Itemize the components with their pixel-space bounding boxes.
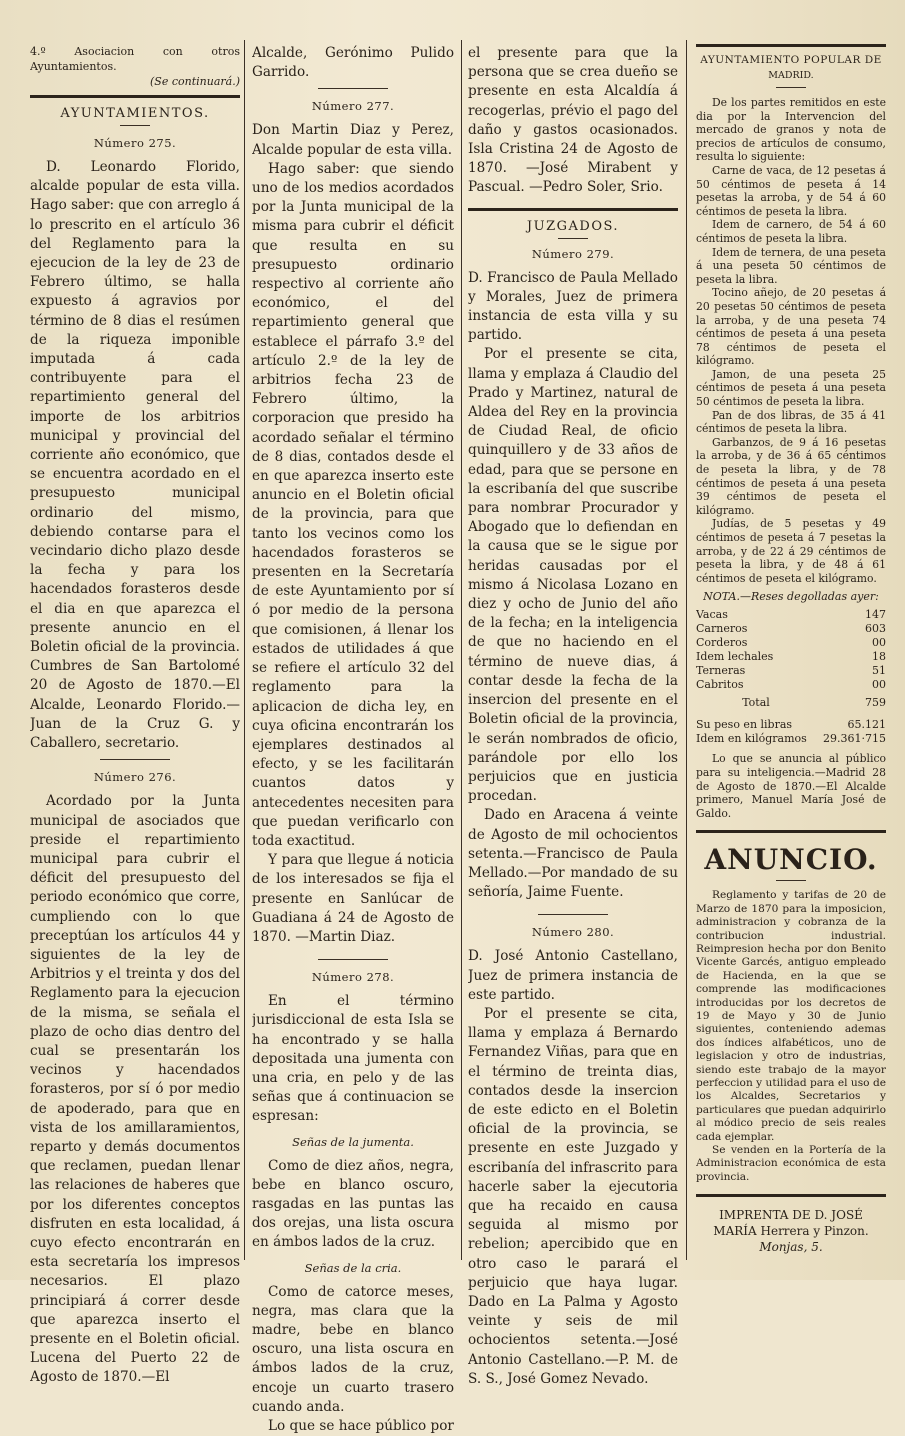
price-item: Tocino añejo, de 20 pesetas á 20 pesetas 50 céntimos de peseta la arroba, y de una peseta 74 céntimos de peseta á una peseta 78 céntimos de peseta el kilógramo. <box>696 286 886 368</box>
column-rule <box>686 40 687 1260</box>
continued-note: (Se continuará.) <box>150 75 240 88</box>
column-2 <box>252 44 454 1436</box>
column-3 <box>468 44 678 1389</box>
divider <box>538 914 608 915</box>
slaughter-counts-table <box>696 608 886 746</box>
divider <box>100 759 170 760</box>
table-row: Su peso en libras 65.121 <box>696 718 886 732</box>
table-row: Terneras 51 <box>696 664 886 678</box>
divider <box>318 88 388 89</box>
notice-275-text: D. Leonardo Florido, alcalde popular de esta villa. Hago saber: que con arreglo á lo prescrito en el artículo 36 del Reglamento para la ejecucion de la ley de 23 de Febrero último, se halla expuesto á agravios por término de 8 dias el resúmen de la riqueza imponible imputada á cada contribuyente para el repartimiento general del importe de los arbitrios municipal y provincial del corriente año económico, que se encuentra acordado en el presupuesto municipal ordinario del mismo, debiendo contarse para el vecindario dicho plazo desde la fecha y para los hacendados forasteros desde el dia en que aparezca el presente anuncio en el Boletin oficial de la provincia. Cumbres de San Bartolomé 20 de Agosto de 1870.—El Alcalde, Leonardo Florido.—Juan de la Cruz G. y Caballero, secretario. <box>30 159 240 752</box>
section-rule <box>696 1194 886 1197</box>
section-rule <box>696 44 886 47</box>
divider <box>558 238 588 239</box>
divider <box>776 880 806 881</box>
notice-278-cria: Como de catorce meses, negra, mas clara que la madre, bebe en blanco oscuro, una lista oscura en ámbos lados de la cruz, encoje un cuarto trasero cuando anda. <box>252 1283 454 1415</box>
madrid-price-report <box>696 96 886 585</box>
printer-address: Monjas, 5. <box>759 1240 823 1255</box>
nota-label: NOTA.—Reses degolladas ayer: <box>703 590 879 604</box>
column-rule <box>244 40 245 1260</box>
column-rule <box>461 40 462 1260</box>
subheading-jumenta: Señas de la jumenta. <box>292 1134 414 1149</box>
table-row: Idem lechales 18 <box>696 650 886 664</box>
table-row: Idem en kilógramos 29.361·715 <box>696 732 886 746</box>
table-row: Vacas 147 <box>696 608 886 622</box>
notice-number-280: Número 280. <box>531 925 615 940</box>
price-item: Jamon, de una peseta 25 céntimos de peseta á una peseta 50 céntimos de peseta la libra. <box>696 367 886 409</box>
notice-number-278: Número 278. <box>311 970 395 985</box>
printer-imprint: IMPRENTA DE D. JOSÉ MARÍA Herrera y Pinzon. <box>713 1208 869 1239</box>
anuncio-text-sales: Se venden en la Portería de la Administracion económica de esta provincia. <box>696 1144 886 1183</box>
table-row: Carneros 603 <box>696 622 886 636</box>
subheading-cria: Señas de la cria. <box>304 1260 402 1275</box>
price-item: Garbanzos, de 9 á 16 pesetas la arroba, y de 36 á 65 céntimos de peseta la libra, y de 78 céntimos de peseta á una peseta 39 céntimos de peseta el kilógramo. <box>696 435 886 517</box>
table-row: Cabritos 00 <box>696 678 886 692</box>
notice-number-279: Número 279. <box>531 246 615 261</box>
section-title-juzgados: JUZGADOS. <box>526 218 620 234</box>
notice-279-heading: D. Francisco de Paula Mellado y Morales, Juez de primera instancia de esta villa y su partido. <box>468 269 678 344</box>
price-item: Judías, de 5 pesetas y 49 céntimos de peseta á 7 pesetas la arroba, y de 22 á 29 céntimos de peseta la libra, y de 48 á 61 céntimos de peseta el kilógramo. <box>696 517 886 585</box>
continued-line: 4.º Asociacion con otros Ayuntamientos. <box>30 45 240 73</box>
notice-279-closing: Dado en Aracena á veinte de Agosto de mil ochocientos setenta.—Francisco de Paula Mellado.—Por mandado de su señoría, Jaime Fuente. <box>468 807 678 901</box>
madrid-closing: Lo que se anuncia al público para su inteligencia.—Madrid 28 de Agosto de 1870.—El Alcalde primero, Manuel María José de Galdo. <box>696 752 886 820</box>
price-item: Idem de carnero, de 54 á 60 céntimos de peseta la libra. <box>696 218 886 245</box>
section-rule <box>468 208 678 211</box>
madrid-subtitle: MADRID. <box>768 70 814 81</box>
notice-277-closing: Y para que llegue á noticia de los interesados se fija el presente en Sanlúcar de Guadiana á 24 de Agosto de 1870. —Martin Diaz. <box>252 852 454 945</box>
section-rule <box>30 95 240 98</box>
table-total-row: Total 759 <box>742 696 886 710</box>
table-row: Corderos 00 <box>696 636 886 650</box>
divider <box>120 125 150 126</box>
notice-278-continuation: el presente para que la persona que se crea dueño se presente en esta Alcaldía á recogerlas, prévio el pago del daño y gastos ocasionados. Isla Cristina 24 de Agosto de 1870. —José Mirabent y Pascual. —Pedro Soler, Srio. <box>468 45 678 196</box>
notice-278-text: En el término jurisdiccional de esta Isla se ha encontrado y se halla depositada una jumenta con una cria, en pelo y de las señas que á continuacion se espresan: <box>252 993 454 1125</box>
notice-277-heading: Don Martin Diaz y Perez, Alcalde popular de esta villa. <box>252 122 454 158</box>
madrid-intro: De los partes remitidos en este dia por la Intervencion del mercado de granos y nota de precios de artículos de consumo, resulta lo siguiente: <box>696 96 886 164</box>
notice-number-275: Número 275. <box>93 136 177 150</box>
section-rule <box>696 830 886 833</box>
price-item: Carne de vaca, de 12 pesetas á 50 céntimos de peseta á 14 pesetas la arroba, y de 54 á 60 céntimos de peseta la libra. <box>696 163 886 218</box>
section-title-ayuntamientos: AYUNTAMIENTOS. <box>60 106 210 121</box>
notice-280-text: Por el presente se cita, llama y emplaza á Bernardo Fernandez Viñas, para que en el término de treinta dias, contados desde la insercion de este edicto en el Boletin oficial de la provincia, se presente en este Juzgado y escribanía del infrascrito para hacerle saber la ejecutoria que ha recaido en causa seguida al mismo por rebelion; apercibido que en otro caso le parará el perjuicio que haya lugar. Dado en La Palma y Agosto veinte y seis de mil ochocientos setenta.—José Antonio Castellano.—P. M. de S. S., José Gomez Nevado. <box>468 1005 678 1387</box>
divider <box>776 87 806 88</box>
anuncio-title: ANUNCIO. <box>704 843 878 877</box>
divider <box>318 959 388 960</box>
notice-276-signature: Alcalde, Gerónimo Pulido Garrido. <box>252 45 454 81</box>
notice-277-text: Hago saber: que siendo uno de los medios acordados por la Junta municipal de la misma para cubrir el déficit que resulta en su presupuesto ordinario respectivo al corriente año económico, el del repartimiento general que establece el párrafo 3.º del artículo 2.º de la ley de arbitrios fecha 23 de Febrero último, la corporacion que presido ha acordado señalar el término de 8 dias, contados desde el en que aparezca inserto este anuncio en el Boletin oficial de la provincia, para que tanto los vecinos como los hacendados forasteros se presenten en la Secretaría de este Ayuntamiento por sí ó por medio de la persona que comisionen, á llenar los estados de utilidades á que se refiere el artículo 32 del reglamento para la aplicacion de dicha ley, en cuya oficina encontrarán los ejemplares destinados al efecto, y se les facilitarán cuantos datos y antecedentes necesiten para que puedan verificarlo con toda exactitud. <box>252 160 454 849</box>
price-item: Pan de dos libras, de 35 á 41 céntimos de peseta la libra. <box>696 408 886 436</box>
notice-280-heading: D. José Antonio Castellano, Juez de primera instancia de este partido. <box>468 948 678 1003</box>
notice-279-text: Por el presente se cita, llama y emplaza á Claudio del Prado y Martinez, natural de Aldea del Rey en la provincia de Ciudad Real, de oficio quinquillero y de 33 años de edad, para que se persone en la escribanía del que suscribe para nombrar Procurador y Abogado que lo defiendan en la causa que se le sigue por heridas causadas por el mismo á Nicolasa Lozano en diez y ocho de Junio del año de la fecha; en la inteligencia de que no haciendo en el término de nueve dias, á contar desde la fecha de la insercion del presente en el Boletin oficial de la provincia, le serán nombrados de oficio, parándole por ello los perjuicios que en justicia procedan. <box>468 346 678 805</box>
price-item: Idem de ternera, de una peseta á una peseta 50 céntimos de peseta la libra. <box>696 245 886 286</box>
column-4 <box>696 44 886 1255</box>
notice-number-276: Número 276. <box>93 770 177 785</box>
notice-278-jumenta: Como de diez años, negra, bebe en blanco oscuro, rasgadas en las puntas las dos orejas, una lista oscura en ámbos lados de la cruz. <box>252 1157 454 1251</box>
notice-276-text: Acordado por la Junta municipal de asociados que preside el repartimiento municipal para cubrir el déficit del presupuesto del periodo económico que corre, cumpliendo con lo que preceptúan los artículos 44 y siguientes de la ley de Arbitrios y el treinta y dos del Reglamento para la ejecucion de la misma, se señala el plazo de ocho dias dentro del cual se presentarán los vecinos y hacendados forasteros, por sí ó por medio de apoderado, para que en vista de los amillaramientos, reparto y demás documentos que reclamen, puedan llenar las relaciones de haberes que por los diferentes conceptos disfruten en esta localidad, á cuyo efecto encontrarán en esta secretaría los impresos necesarios. El plazo principiará á correr desde que aparezca inserto el presente en el Boletin oficial. Lucena del Puerto 22 de Agosto de 1870.—El <box>30 793 240 1386</box>
notice-number-277: Número 277. <box>311 99 395 114</box>
anuncio-text: Reglamento y tarifas de 20 de Marzo de 1870 para la imposicion, administracion y cobranza de la contribucion industrial. Reimpresion hecha por don Benito Vicente Garcés, antiguo empleado de Hacienda, en la que se comprende las modificaciones introducidas por los decretos de 19 de Mayo y 30 de Junio siguientes, conteniendo ademas dos índices alfabéticos, uno de legislacion y otro de industrias, siendo este trabajo de la mayor perfeccion y utilidad para el uso de los Alcaldes, Secretarios y particulares que puedan adquirirlo al módico precio de seis reales cada ejemplar. <box>696 889 886 1143</box>
column-1 <box>30 44 240 1388</box>
notice-278-closing: Lo que se hace público por <box>268 1418 454 1434</box>
madrid-title: AYUNTAMIENTO POPULAR DE <box>700 54 882 66</box>
